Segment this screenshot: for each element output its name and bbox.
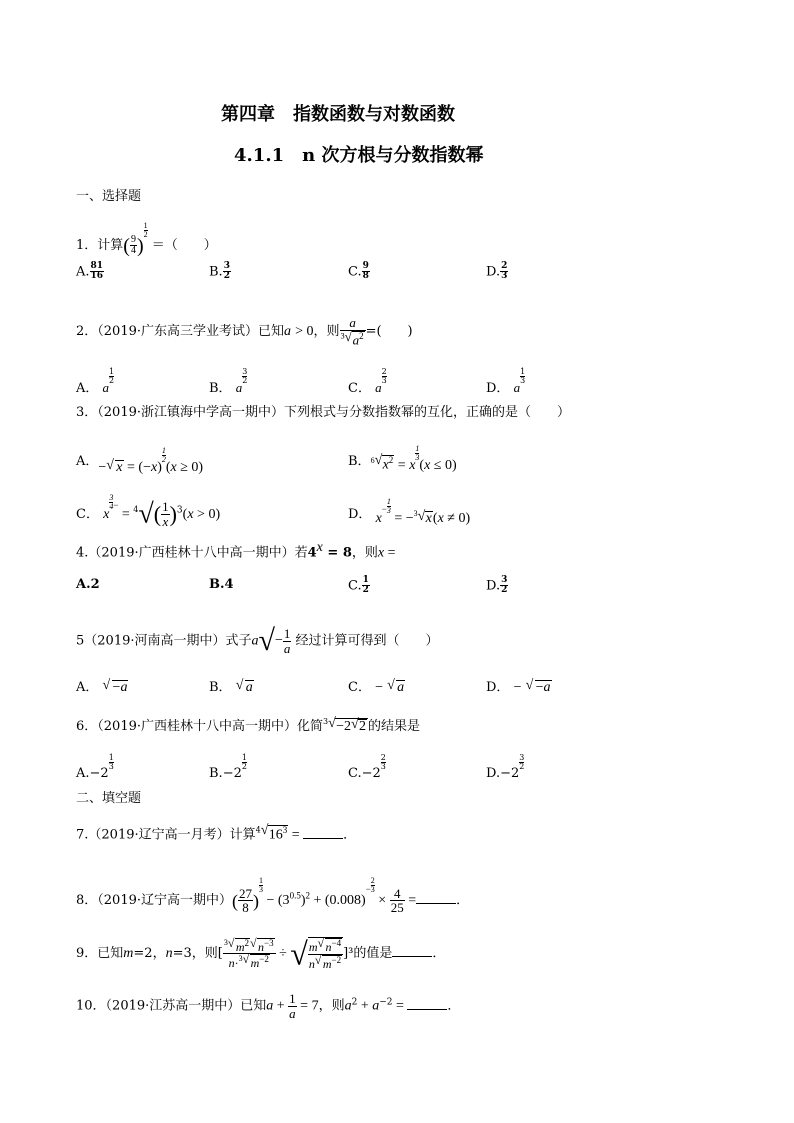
- question-1-option-b: B. $\frac{3}{2}$: [209, 261, 230, 282]
- question-2-stem: 2．（2019·广东高三学业考试）已知: [76, 323, 284, 339]
- question-1-option-c: C. $\frac{9}{8}$: [348, 261, 369, 282]
- question-2: 2．（2019·广东高三学业考试）已知a > 0，则 a $^3$ √ $a^2$ =( ): [76, 315, 413, 347]
- question-2-option-c: C． a $\frac{2}{3}$: [348, 367, 387, 396]
- question-7-answer-blank[interactable]: [303, 826, 343, 839]
- question-2-option-a: A． a $\frac{1}{2}$: [76, 367, 115, 396]
- question-1-option-a: A. $\frac{81}{16}$: [76, 261, 104, 282]
- question-3-option-b: B．$^6$ √ $x^2 = x$ $\frac{1}{3}$ (x ≤ 0): [348, 444, 457, 473]
- question-4-option-c: C. $\frac{1}{2}$: [348, 575, 369, 596]
- question-8-answer-blank[interactable]: [416, 891, 456, 904]
- question-4: 4.（2019·广西桂林十八中高一期中）若$4^x = 8$，则x =: [76, 540, 396, 561]
- question-2-option-b: B． a $\frac{3}{2}$: [209, 367, 248, 396]
- question-9-answer-blank[interactable]: [392, 944, 432, 957]
- question-5-option-a: A． √ −a: [76, 678, 128, 695]
- question-8-stem: 8．（2019·辽宁高一期中）: [76, 893, 232, 908]
- question-10-stem: 10．（2019·江苏高一期中）已知: [76, 998, 267, 1014]
- question-5-stem: 5（2019·河南高一期中）式子: [76, 633, 252, 649]
- question-1-option-d: D. $\frac{2}{3}$: [486, 261, 508, 282]
- question-4-stem: 4.（2019·广西桂林十八中高一期中）若: [76, 545, 308, 561]
- chapter-title: 第四章 指数函数与对数函数: [221, 104, 455, 125]
- question-1: [76, 222, 217, 257]
- question-6: 6．（2019·广西桂林十八中高一期中）化简$^3$ √ −2 √ 2 的结果是: [76, 716, 421, 734]
- question-1-expr: ( $\frac{9}{4}$ ) $\frac{1}{2}$: [123, 221, 148, 257]
- question-7-stem: 7.（2019·辽宁高一月考）计算: [76, 827, 256, 843]
- question-10-answer-blank[interactable]: [407, 997, 447, 1010]
- question-3-option-d: D． x− $\frac{1}{3}$ = −$^3$ √ x(x ≠ 0): [348, 497, 471, 526]
- question-8-expr: ( $\frac{27}{8}$ ) $\frac{1}{3}$ − $(3^{0.5})^2 + (0.008)^-$ $\frac{2}{3}$ × $\frac{4}{25}$ =: [232, 876, 417, 916]
- question-3-option-c: C． x $\frac{3}{4}$ − = $^4$√( $\frac{1}{x}$ )$^3$(x > 0): [76, 493, 221, 530]
- section-title: 4.1.1 n 次方根与分数指数幂: [234, 145, 484, 166]
- question-5-option-b: B． √ a: [209, 678, 253, 695]
- part-heading-fill: 二、填空题: [76, 791, 142, 806]
- question-8: 8．（2019·辽宁高一期中）( $\frac{27}{8}$ ) $\frac{1}{3}$ − $(3^{0.5})^2 + (0.008)^-$ $\frac{2}{3}$ × $\frac{4}{25}$ = ．: [76, 876, 470, 916]
- question-4-option-a: A.2: [76, 577, 100, 592]
- question-10: 10．（2019·江苏高一期中）已知a + $\frac{1}{a}$ = 7，则$a^2 + a^{-2}$ = ．: [76, 991, 461, 1021]
- question-9-stem: 9．已知: [76, 946, 124, 962]
- part-heading-choice: 一、选择题: [76, 189, 142, 204]
- question-5-option-d: D． − √ −a: [486, 678, 551, 695]
- question-1-tail: ＝（ ）: [151, 238, 217, 253]
- question-3-option-a: A．− √ x = (−x) $\frac{1}{2}$ (x ≥ 0): [76, 446, 204, 475]
- question-6-option-c: C.−2 $\frac{2}{3}$: [348, 753, 386, 781]
- question-4-option-b: B.4: [209, 577, 234, 592]
- question-2-option-d: D． a $\frac{1}{3}$: [486, 367, 526, 396]
- question-3-stem: 3．（2019·浙江镇海中学高一期中）下列根式与分数指数幂的互化，正确的是（ ）: [76, 405, 570, 420]
- question-6-option-a: A.−2 $\frac{1}{3}$: [76, 753, 114, 781]
- question-6-option-b: B.−2 $\frac{1}{2}$: [209, 753, 247, 781]
- question-2-fraction: a $^3$ √ $a^2$: [340, 315, 364, 347]
- question-5-option-c: C． − √ a: [348, 678, 405, 695]
- question-5: 5（2019·河南高一期中）式子a√− $\frac{1}{a}$ 经过计算可得到（ ）: [76, 624, 439, 657]
- question-6-stem: 6．（2019·广西桂林十八中高一期中）化简: [76, 719, 323, 734]
- question-7: 7.（2019·辽宁高一月考）计算$^4$ √ $16^3$ = ．: [76, 823, 357, 843]
- question-9: 9．已知m=2，n=3，则[ $^3$ √ $m^2$ √ $n^{-3}$ n·$^3$ √ $m^{-2}$ ÷ √ m √ $n^{-4}$ n √ $m^{-2}$ ]³的值是 ．: [76, 935, 446, 972]
- question-6-option-d: D.−2 $\frac{3}{2}$: [486, 753, 525, 781]
- question-1-stem: 1．计算: [76, 238, 124, 253]
- question-4-option-d: D. $\frac{3}{2}$: [486, 575, 508, 596]
